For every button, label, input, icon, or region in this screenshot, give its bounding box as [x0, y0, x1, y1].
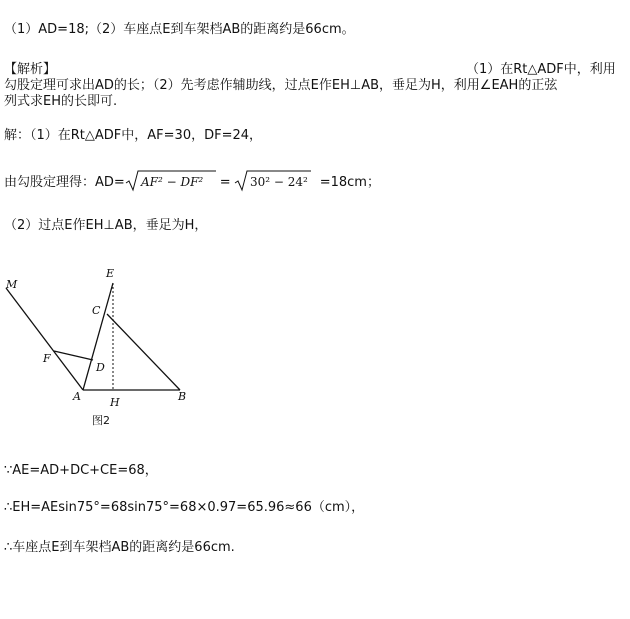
- step2-result: =18cm；: [319, 175, 380, 190]
- analysis-body-line2: 列式求EH的长即可.: [4, 94, 118, 109]
- label-B: B: [178, 390, 187, 403]
- analysis-part1-label: （1）在Rt△ADF中，利用: [466, 62, 616, 77]
- label-E: E: [106, 267, 115, 280]
- radical-formula-a: [125, 170, 217, 197]
- solution-step3: （2）过点E作EH⊥AB，垂足为H，: [4, 218, 208, 233]
- step2-prefix: 由勾股定理得：AD=: [4, 175, 125, 190]
- label-M: M: [6, 278, 18, 291]
- solution-step1: 解：（1）在Rt△ADF中，AF=30，DF=24，: [4, 128, 263, 143]
- solution-step4: ∵AE=AD+DC+CE=68，: [4, 463, 158, 478]
- analysis-title: 【解析】: [4, 62, 57, 77]
- svg-text:30² − 24²: 30² − 24²: [249, 174, 308, 189]
- solution-step6: ∴车座点E到车架档AB的距离约是66cm.: [4, 540, 235, 555]
- label-D: D: [96, 361, 105, 374]
- analysis-body-line1: 勾股定理可求出AD的长；（2）先考虑作辅助线，过点E作EH⊥AB，垂足为H，利用∠EAH的正弦: [4, 78, 558, 93]
- label-A: A: [73, 390, 81, 403]
- solution-step5: ∴EH=AEsin75°=68sin75°=68×0.97=65.96≈66（cm），: [4, 500, 365, 515]
- solution-step2: [4, 172, 380, 194]
- radical-formula-b: [234, 170, 312, 197]
- segment-MA: [6, 288, 83, 390]
- figure-caption: 图2: [92, 414, 110, 427]
- label-F: F: [43, 352, 51, 365]
- label-H: H: [110, 396, 120, 409]
- svg-text:AF² − DF²: AF² − DF²: [140, 174, 204, 189]
- geometry-figure: [0, 262, 210, 432]
- answer-line: （1）AD=18;（2）车座点E到车架档AB的距离约是66cm。: [4, 22, 355, 37]
- segment-CB: [107, 314, 180, 390]
- equals-sign: =: [219, 175, 231, 190]
- label-C: C: [92, 304, 101, 317]
